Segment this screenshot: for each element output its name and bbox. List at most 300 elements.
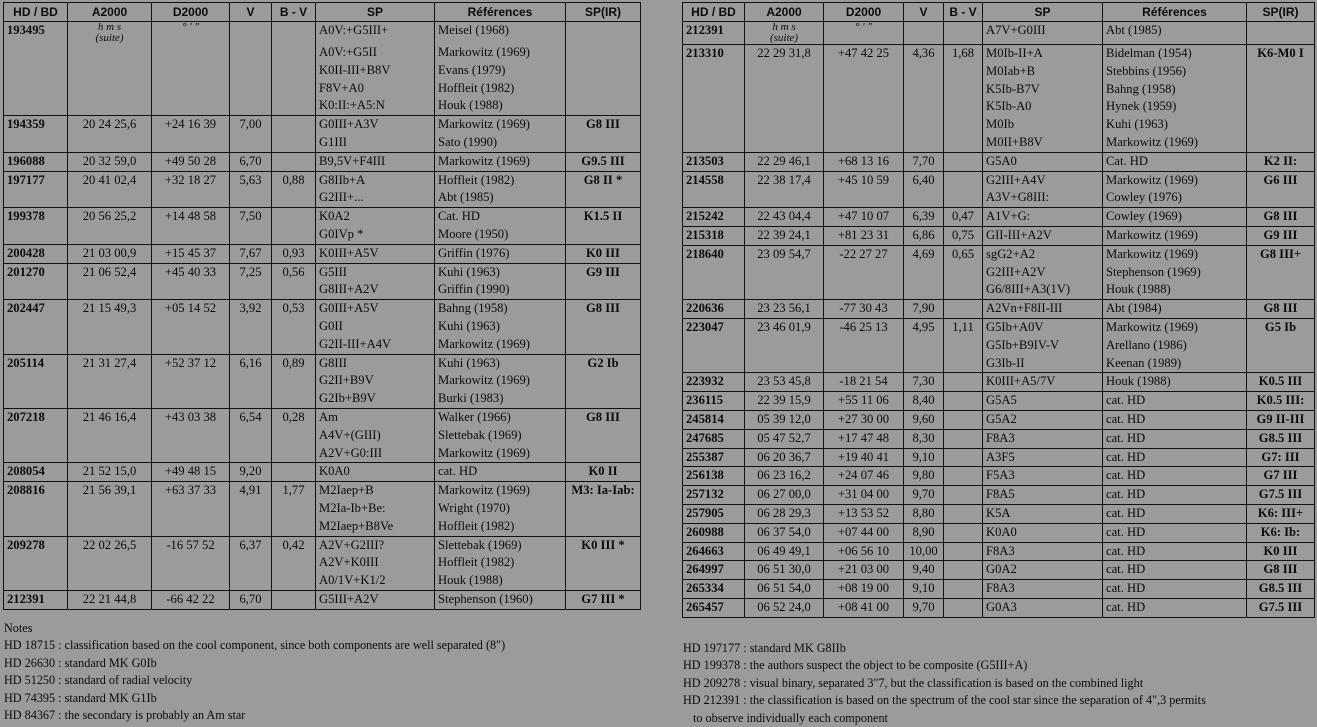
spectral-type-ir: G9 II-III [1247, 410, 1315, 429]
spectral-type-ir: M3: Ia-Iab: [566, 482, 641, 500]
reference: Griffin (1976) [435, 244, 566, 263]
empty-cell [1247, 281, 1315, 299]
magnitude-v: 6,70 [230, 152, 272, 171]
hd-number: 196088 [4, 152, 68, 171]
reference: cat. HD [1103, 504, 1247, 523]
spectral-type: G0A3 [983, 598, 1103, 617]
empty-cell [944, 189, 983, 207]
spectral-type-ir [1247, 22, 1315, 45]
hd-number: 209278 [4, 536, 68, 554]
color-index-bv [272, 590, 316, 609]
table-row [683, 208, 1315, 227]
reference: Cat. HD [1103, 152, 1247, 171]
reference: Hoffleit (1982) [435, 80, 566, 98]
declination: +08 19 00 [824, 580, 904, 599]
empty-cell [230, 44, 272, 62]
table-row [4, 408, 641, 426]
empty-cell [4, 427, 68, 445]
spectral-type: M2Iaep+B [316, 482, 435, 500]
empty-cell [944, 264, 983, 282]
empty-cell [1247, 134, 1315, 152]
spectral-type: M0Ib-II+A [983, 45, 1103, 63]
hd-number: 213310 [683, 45, 745, 63]
magnitude-v: 6,40 [904, 171, 944, 189]
right-ascension: 06 51 30,0 [745, 561, 824, 580]
right-ascension: 22 02 26,5 [68, 536, 152, 554]
table-row [4, 427, 641, 445]
empty-cell [68, 372, 152, 390]
magnitude-v: 6,54 [230, 408, 272, 426]
empty-cell [4, 134, 68, 152]
empty-cell [683, 116, 745, 134]
hd-number: 257905 [683, 504, 745, 523]
declination: +47 10 07 [824, 208, 904, 227]
magnitude-v: 9,40 [904, 561, 944, 580]
declination: -77 30 43 [824, 300, 904, 319]
empty-cell [1247, 355, 1315, 373]
declination: +06 56 10 [824, 542, 904, 561]
spectral-type-ir: K0 III * [566, 536, 641, 554]
ra-units [745, 22, 824, 45]
reference: Markowitz (1969) [435, 372, 566, 390]
reference: Markowitz (1969) [435, 44, 566, 62]
table-row [683, 523, 1315, 542]
empty-cell [1247, 116, 1315, 134]
spectral-type: K0III+A5V [316, 244, 435, 263]
reference: Markowitz (1969) [435, 445, 566, 463]
spectral-type: G2III+A2V [983, 264, 1103, 282]
right-star-table [682, 2, 1315, 618]
spectral-type: A2V+K0III [316, 554, 435, 572]
spectral-type: G5III [316, 263, 435, 281]
empty-cell [683, 98, 745, 116]
spectral-type-ir: G7 III [1247, 467, 1315, 486]
empty-cell [824, 337, 904, 355]
empty-cell [230, 226, 272, 244]
spectral-type: A2Vn+F8II-III [983, 300, 1103, 319]
empty-cell [745, 264, 824, 282]
spectral-type-ir: G7.5 III [1247, 598, 1315, 617]
declination: +05 14 52 [152, 300, 230, 318]
table-row [683, 598, 1315, 617]
table-row [683, 81, 1315, 99]
magnitude-v: 8,40 [904, 392, 944, 411]
note-line: HD 84367 : the secondary is probably an Am star [4, 707, 246, 722]
empty-cell [745, 281, 824, 299]
color-index-bv [944, 523, 983, 542]
reference: Griffin (1990) [435, 281, 566, 299]
magnitude-v: 9,60 [904, 410, 944, 429]
declination: +55 11 06 [824, 392, 904, 411]
ra-units-label: h m s [97, 21, 122, 33]
hd-number: 193495 [4, 22, 68, 45]
magnitude-v: 6,37 [230, 536, 272, 554]
table-body [683, 22, 1315, 618]
empty-cell [230, 134, 272, 152]
table-row [4, 80, 641, 98]
spectral-type: F8A5 [983, 486, 1103, 505]
declination: +68 13 16 [824, 152, 904, 171]
hd-number: 215318 [683, 226, 745, 245]
table-row [4, 171, 641, 189]
table-row [4, 500, 641, 518]
magnitude-v [904, 22, 944, 45]
note-line: HD 199378 : the authors suspect the object to be composite (G5III+A) [683, 658, 1028, 673]
empty-cell [152, 336, 230, 354]
spectral-type-ir: G8 III [1247, 300, 1315, 319]
reference: Markowitz (1969) [1103, 245, 1247, 263]
empty-cell [152, 554, 230, 572]
declination: +49 48 15 [152, 463, 230, 482]
column-header: V [904, 3, 944, 22]
spectral-type: K5Ib-A0 [983, 98, 1103, 116]
table-row [683, 245, 1315, 263]
hd-number: 197177 [4, 171, 68, 189]
spectral-type: A4V+(GIII) [316, 427, 435, 445]
empty-cell [230, 500, 272, 518]
empty-cell [68, 572, 152, 590]
empty-cell [1247, 189, 1315, 207]
empty-cell [230, 318, 272, 336]
spectral-type: G0III+A3V [316, 116, 435, 134]
notes-left [4, 620, 505, 724]
reference: Kuhi (1963) [435, 318, 566, 336]
reference: cat. HD [1103, 467, 1247, 486]
empty-cell [745, 81, 824, 99]
empty-cell [4, 97, 68, 115]
empty-cell [4, 189, 68, 207]
empty-cell [68, 427, 152, 445]
spectral-type-ir: G6 III [1247, 171, 1315, 189]
declination: +07 44 00 [824, 523, 904, 542]
spectral-type: G1III [316, 134, 435, 152]
right-ascension: 21 06 52,4 [68, 263, 152, 281]
spectral-type: A0V:+G5II [316, 44, 435, 62]
suite-label: (suite) [769, 32, 799, 44]
spectral-type: G5III+A2V [316, 590, 435, 609]
empty-cell [566, 62, 641, 80]
empty-cell [230, 427, 272, 445]
spectral-type: G5A5 [983, 392, 1103, 411]
right-ascension: 06 20 36,7 [745, 448, 824, 467]
spectral-type-ir: G7.5 III [1247, 486, 1315, 505]
right-ascension: 05 47 52,7 [745, 429, 824, 448]
reference: cat. HD [1103, 542, 1247, 561]
right-ascension: 22 43 04,4 [745, 208, 824, 227]
color-index-bv [944, 598, 983, 617]
spectral-type-ir: G8.5 III [1247, 580, 1315, 599]
hd-number: 256138 [683, 467, 745, 486]
reference: Stephenson (1969) [1103, 264, 1247, 282]
empty-cell [272, 97, 316, 115]
table-row [4, 536, 641, 554]
reference: cat. HD [1103, 392, 1247, 411]
header-row [683, 3, 1315, 22]
table-row [4, 463, 641, 482]
empty-cell [904, 264, 944, 282]
magnitude-v: 4,69 [904, 245, 944, 263]
declination: -16 57 52 [152, 536, 230, 554]
right-ascension: 06 52 24,0 [745, 598, 824, 617]
hd-number: 260988 [683, 523, 745, 542]
magnitude-v: 9,80 [904, 467, 944, 486]
reference: Moore (1950) [435, 226, 566, 244]
table-row [4, 189, 641, 207]
empty-cell [68, 390, 152, 408]
reference: Stephenson (1960) [435, 590, 566, 609]
magnitude-v: 7,70 [904, 152, 944, 171]
color-index-bv: 0,56 [272, 263, 316, 281]
empty-cell [152, 372, 230, 390]
color-index-bv: 0,93 [272, 244, 316, 263]
spectral-type: G5A0 [983, 152, 1103, 171]
hd-number: 215242 [683, 208, 745, 227]
magnitude-v: 7,90 [904, 300, 944, 319]
color-index-bv [944, 152, 983, 171]
empty-cell [272, 427, 316, 445]
declination: +21 03 00 [824, 561, 904, 580]
right-ascension: 21 31 27,4 [68, 354, 152, 372]
hd-number: 202447 [4, 300, 68, 318]
right-ascension: 05 39 12,0 [745, 410, 824, 429]
table-row [683, 561, 1315, 580]
table-row [683, 189, 1315, 207]
empty-cell [566, 189, 641, 207]
color-index-bv [944, 392, 983, 411]
empty-cell [566, 336, 641, 354]
table-row [683, 504, 1315, 523]
magnitude-v: 6,86 [904, 226, 944, 245]
empty-cell [230, 336, 272, 354]
spectral-type: K0A0 [316, 463, 435, 482]
declination: +27 30 00 [824, 410, 904, 429]
dec-units [824, 22, 904, 45]
reference: Meisel (1968) [435, 22, 566, 45]
empty-cell [4, 445, 68, 463]
note-line: HD 51250 : standard of radial velocity [4, 673, 193, 688]
spectral-type-ir: K0.5 III: [1247, 392, 1315, 411]
empty-cell [944, 81, 983, 99]
spectral-type: K0II-III+B8V [316, 62, 435, 80]
declination: +49 50 28 [152, 152, 230, 171]
header-row [4, 3, 641, 22]
empty-cell [152, 97, 230, 115]
spectral-type-ir: K0 II [566, 463, 641, 482]
color-index-bv [272, 208, 316, 226]
empty-cell [230, 572, 272, 590]
color-index-bv [944, 300, 983, 319]
column-header: V [230, 3, 272, 22]
color-index-bv: 0,89 [272, 354, 316, 372]
empty-cell [904, 281, 944, 299]
spectral-type: B9,5V+F4III [316, 152, 435, 171]
empty-cell [824, 264, 904, 282]
empty-cell [68, 62, 152, 80]
spectral-type-ir: G8.5 III [1247, 429, 1315, 448]
empty-cell [566, 554, 641, 572]
color-index-bv: 0,47 [944, 208, 983, 227]
empty-cell [824, 98, 904, 116]
empty-cell [566, 44, 641, 62]
spectral-type: K5A [983, 504, 1103, 523]
reference: Cowley (1969) [1103, 208, 1247, 227]
empty-cell [152, 134, 230, 152]
table-row [4, 62, 641, 80]
column-header: HD / BD [4, 3, 68, 22]
empty-cell [1247, 98, 1315, 116]
empty-cell [566, 445, 641, 463]
empty-cell [824, 63, 904, 81]
table-row [4, 554, 641, 572]
empty-cell [944, 281, 983, 299]
declination: +45 10 59 [824, 171, 904, 189]
right-ascension: 21 56 39,1 [68, 482, 152, 500]
empty-cell [230, 445, 272, 463]
empty-cell [272, 189, 316, 207]
hd-number: 200428 [4, 244, 68, 263]
empty-cell [272, 390, 316, 408]
column-header: D2000 [152, 3, 230, 22]
spectral-type-ir: G8 III [566, 408, 641, 426]
spectral-type-ir: G2 Ib [566, 354, 641, 372]
table-row [683, 45, 1315, 63]
right-ascension: 22 29 46,1 [745, 152, 824, 171]
hd-number: 264997 [683, 561, 745, 580]
table-row [683, 580, 1315, 599]
table-row [683, 22, 1315, 45]
notes-title: Notes [4, 621, 33, 635]
empty-cell [272, 80, 316, 98]
spectral-type: F8A3 [983, 580, 1103, 599]
color-index-bv [944, 486, 983, 505]
declination: -66 42 22 [152, 590, 230, 609]
empty-cell [272, 372, 316, 390]
spectral-type: M0II+B8V [983, 134, 1103, 152]
spectral-type: A7V+G0III [983, 22, 1103, 45]
color-index-bv [272, 152, 316, 171]
declination: +08 41 00 [824, 598, 904, 617]
empty-cell [1247, 264, 1315, 282]
declination: +52 37 12 [152, 354, 230, 372]
empty-cell [272, 226, 316, 244]
suite-label: (suite) [95, 32, 124, 44]
magnitude-v: 8,90 [904, 523, 944, 542]
spectral-type: A0V:+G5III+ [316, 22, 435, 45]
empty-cell [683, 81, 745, 99]
right-ascension: 06 37 54,0 [745, 523, 824, 542]
empty-cell [4, 500, 68, 518]
empty-cell [230, 518, 272, 536]
declination: +47 42 25 [824, 45, 904, 63]
ra-units-label: h m s [772, 21, 796, 33]
magnitude-v: 7,25 [230, 263, 272, 281]
right-ascension: 21 03 00,9 [68, 244, 152, 263]
empty-cell [566, 518, 641, 536]
magnitude-v: 9,70 [904, 486, 944, 505]
magnitude-v: 4,95 [904, 318, 944, 336]
spectral-type: G0IVp * [316, 226, 435, 244]
hd-number: 208054 [4, 463, 68, 482]
empty-cell [1247, 337, 1315, 355]
reference: Walker (1966) [435, 408, 566, 426]
spectral-type: A2V+G2III? [316, 536, 435, 554]
empty-cell [68, 281, 152, 299]
empty-cell [230, 554, 272, 572]
empty-cell [944, 98, 983, 116]
empty-cell [68, 500, 152, 518]
spectral-type: M2Ia-Ib+Be: [316, 500, 435, 518]
empty-cell [152, 226, 230, 244]
hd-number: 201270 [4, 263, 68, 281]
reference: Markowitz (1969) [435, 152, 566, 171]
color-index-bv: 1,11 [944, 318, 983, 336]
declination: -18 21 54 [824, 373, 904, 392]
right-ascension: 23 46 01,9 [745, 318, 824, 336]
reference: Houk (1988) [435, 572, 566, 590]
color-index-bv [944, 504, 983, 523]
table-row [683, 152, 1315, 171]
spectral-type: A3V+G8III: [983, 189, 1103, 207]
magnitude-v: 3,92 [230, 300, 272, 318]
magnitude-v: 9,20 [230, 463, 272, 482]
spectral-type-ir: G8 III [566, 300, 641, 318]
reference: Hynek (1959) [1103, 98, 1247, 116]
empty-cell [68, 80, 152, 98]
spectral-type-ir [566, 22, 641, 45]
spectral-type: K0A0 [983, 523, 1103, 542]
declination: -22 27 27 [824, 245, 904, 263]
empty-cell [68, 134, 152, 152]
spectral-type-ir: G8 III [1247, 208, 1315, 227]
column-header: SP [983, 3, 1103, 22]
empty-cell [68, 445, 152, 463]
empty-cell [683, 281, 745, 299]
hd-number: 223047 [683, 318, 745, 336]
color-index-bv [944, 373, 983, 392]
magnitude-v: 4,91 [230, 482, 272, 500]
color-index-bv [944, 429, 983, 448]
spectral-type: A3F5 [983, 448, 1103, 467]
hd-number: 218640 [683, 245, 745, 263]
empty-cell [566, 372, 641, 390]
dec-units [152, 22, 230, 45]
right-ascension: 06 49 49,1 [745, 542, 824, 561]
color-index-bv: 0,28 [272, 408, 316, 426]
right-ascension: 20 24 25,6 [68, 116, 152, 134]
note-line: HD 26630 : standard MK G0Ib [4, 655, 157, 670]
column-header: A2000 [68, 3, 152, 22]
spectral-type: G0A2 [983, 561, 1103, 580]
reference: Bidelman (1954) [1103, 45, 1247, 63]
hd-number: 255387 [683, 448, 745, 467]
empty-cell [824, 355, 904, 373]
table-row [683, 98, 1315, 116]
spectral-type-ir: K0 III [566, 244, 641, 263]
color-index-bv: 1,68 [944, 45, 983, 63]
empty-cell [566, 500, 641, 518]
magnitude-v: 9,70 [904, 598, 944, 617]
empty-cell [745, 337, 824, 355]
spectral-type-ir: K6: Ib: [1247, 523, 1315, 542]
spectral-type-ir: G8 III [1247, 561, 1315, 580]
reference: Kuhi (1963) [435, 354, 566, 372]
note-line: HD 209278 : visual binary, separated 3"7, but the classification is based on the combined light [683, 675, 1144, 690]
empty-cell [230, 390, 272, 408]
spectral-type: A1V+G: [983, 208, 1103, 227]
magnitude-v: 6,39 [904, 208, 944, 227]
empty-cell [824, 81, 904, 99]
empty-cell [683, 189, 745, 207]
